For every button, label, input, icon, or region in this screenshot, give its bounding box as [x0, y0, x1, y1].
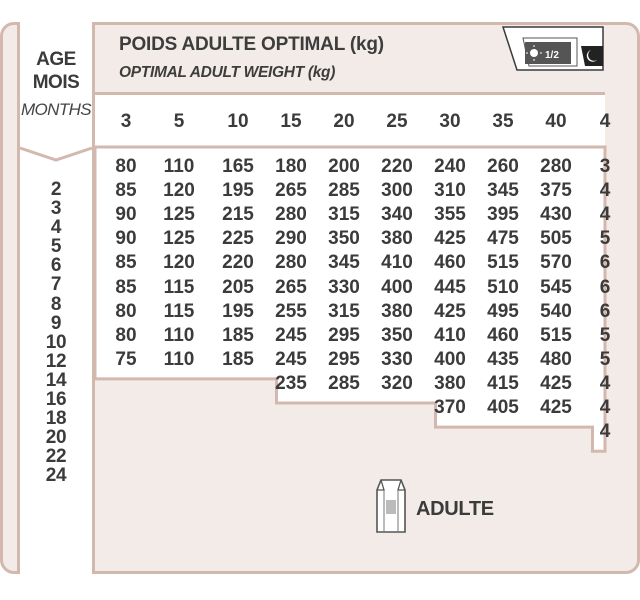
ration-cell: 245: [275, 324, 307, 346]
ration-cell: 540: [540, 300, 572, 322]
ration-cell: 300: [381, 180, 413, 202]
ration-cell: 5: [599, 228, 611, 250]
age-value: 3: [50, 198, 62, 220]
weight-header: 15: [280, 111, 302, 132]
ration-cell: 425: [434, 228, 466, 250]
weight-header: 20: [333, 111, 355, 132]
ration-cell: 165: [222, 156, 254, 177]
ration-cell: 200: [328, 156, 360, 177]
ration-cell: 5: [599, 348, 611, 370]
ration-cell: 3: [599, 156, 611, 177]
ration-cell: 195: [222, 300, 254, 322]
ration-cell: 400: [381, 276, 413, 298]
ration-cell: 290: [275, 228, 307, 250]
age-value: 14: [45, 369, 67, 391]
ration-cell: 405: [487, 397, 519, 418]
ration-cell: 80: [115, 324, 137, 346]
weight-header: 30: [439, 111, 461, 132]
ration-cell: 445: [434, 276, 466, 298]
ration-cell: 570: [540, 252, 572, 274]
ration-cell: 215: [222, 204, 254, 226]
weight-header: 40: [545, 111, 567, 132]
age-value: 7: [50, 274, 62, 296]
months-label: MONTHS: [20, 100, 92, 119]
ration-cell: 4: [599, 180, 611, 202]
weight-header: 4: [599, 111, 611, 132]
ration-cell: 80: [115, 300, 137, 322]
ration-cell: 90: [115, 204, 137, 226]
weight-header: 3: [120, 111, 132, 132]
age-value: 5: [50, 236, 62, 258]
ration-cell: 240: [434, 156, 466, 177]
ration-cell: 315: [328, 300, 360, 322]
ration-cell: 5: [599, 324, 611, 346]
ration-cell: 495: [487, 300, 519, 322]
age-value: 20: [45, 427, 67, 449]
ration-cell: 295: [328, 324, 360, 346]
ration-cell: 85: [115, 276, 137, 298]
ration-cell: 285: [328, 180, 360, 202]
ration-cell: 280: [275, 252, 307, 274]
weight-header: 5: [173, 111, 185, 132]
ration-cell: 185: [222, 324, 254, 346]
ration-cell: 220: [222, 252, 254, 274]
ration-cell: 375: [540, 180, 572, 202]
ration-cell: 330: [328, 276, 360, 298]
title-french: POIDS ADULTE OPTIMAL (kg): [119, 34, 384, 55]
ration-cell: 400: [434, 348, 466, 370]
table-header: [95, 22, 615, 92]
adult-badge: [370, 474, 500, 538]
age-value: 4: [50, 217, 62, 239]
age-value: 22: [45, 446, 67, 468]
ration-cell: 6: [599, 300, 611, 322]
ration-cell: 460: [487, 324, 519, 346]
ration-cell: 480: [540, 348, 572, 370]
ration-cell: 260: [487, 156, 519, 177]
age-header: [20, 22, 92, 144]
ration-cell: 195: [222, 180, 254, 202]
age-value: 24: [45, 465, 67, 487]
badge-text: 1/2: [545, 50, 559, 61]
ration-cell: 125: [163, 228, 195, 250]
ration-cell: 110: [163, 324, 195, 346]
ration-cell: 90: [115, 228, 137, 250]
adult-label: ADULTE: [416, 498, 494, 520]
ration-cell: 410: [434, 324, 466, 346]
ration-cell: 295: [328, 348, 360, 370]
ration-cell: 220: [381, 156, 413, 177]
ration-cell: 340: [381, 204, 413, 226]
ration-cell: 425: [434, 300, 466, 322]
weights-header-row: [95, 92, 611, 150]
ration-cell: 370: [434, 397, 466, 418]
ration-cell: 6: [599, 276, 611, 298]
age-header-divider: [17, 142, 95, 172]
ration-cell: 345: [328, 252, 360, 274]
age-value: 6: [50, 255, 62, 277]
ration-cell: 115: [163, 276, 195, 298]
ration-cell: 350: [381, 324, 413, 346]
ration-cell: 515: [487, 252, 519, 274]
ration-cell: 345: [487, 180, 519, 202]
ration-cell: 225: [222, 228, 254, 250]
ration-cell: 505: [540, 228, 572, 250]
ration-cell: 235: [275, 372, 307, 394]
ration-cell: 255: [275, 300, 307, 322]
ration-cell: 320: [381, 372, 413, 394]
ration-cell: 460: [434, 252, 466, 274]
age-value: 2: [50, 179, 62, 200]
ration-cell: 280: [540, 156, 572, 177]
ration-cell: 410: [381, 252, 413, 274]
ration-cell: 415: [487, 372, 519, 394]
ration-cell: 310: [434, 180, 466, 202]
ration-cell: 265: [275, 276, 307, 298]
ration-cell: 115: [163, 300, 195, 322]
ration-cell: 120: [163, 252, 195, 274]
weight-header: 35: [492, 111, 514, 132]
age-label: AGE: [36, 49, 76, 70]
age-column: [17, 22, 95, 574]
ration-cell: 350: [328, 228, 360, 250]
ration-cell: 380: [434, 372, 466, 394]
ration-cell: 180: [275, 156, 307, 177]
ration-cell: 380: [381, 300, 413, 322]
age-value: 12: [45, 350, 67, 372]
ration-cell: 515: [540, 324, 572, 346]
title-english: OPTIMAL ADULT WEIGHT (kg): [119, 64, 336, 81]
ration-cell: 245: [275, 348, 307, 370]
ration-cell: 6: [599, 252, 611, 274]
ration-cell: 4: [599, 204, 611, 226]
ration-cell: 185: [222, 348, 254, 370]
ration-cell: 285: [328, 372, 360, 394]
ration-cell: 80: [115, 156, 137, 177]
age-value: 16: [45, 389, 67, 411]
ration-cell: 355: [434, 204, 466, 226]
ration-cell: 510: [487, 276, 519, 298]
ration-cell: 85: [115, 180, 137, 202]
data-table: [95, 147, 611, 443]
ration-cell: 265: [275, 180, 307, 202]
ration-cell: 205: [222, 276, 254, 298]
ration-cell: 425: [540, 397, 572, 418]
weight-header: 25: [386, 111, 408, 132]
food-bag-icon: [372, 476, 410, 536]
ration-cell: 430: [540, 204, 572, 226]
age-value: 8: [50, 293, 62, 315]
ration-cell: 380: [381, 228, 413, 250]
ration-cell: 120: [163, 180, 195, 202]
ration-cell: 4: [599, 421, 611, 443]
feeding-badge-icon: [493, 0, 603, 105]
age-list: [20, 180, 92, 486]
ration-cell: 280: [275, 204, 307, 226]
age-value: 18: [45, 408, 67, 430]
ration-cell: 4: [599, 372, 611, 394]
age-value: 9: [50, 312, 62, 334]
ration-cell: 110: [163, 348, 195, 370]
ration-cell: 475: [487, 228, 519, 250]
ration-cell: 315: [328, 204, 360, 226]
ration-cell: 435: [487, 348, 519, 370]
ration-cell: 75: [115, 348, 137, 370]
ration-cell: 545: [540, 276, 572, 298]
mois-label: MOIS: [32, 72, 80, 93]
ration-cell: 110: [163, 156, 195, 177]
weight-header: 10: [227, 111, 249, 132]
ration-cell: 125: [163, 204, 195, 226]
ration-cell: 330: [381, 348, 413, 370]
ration-cell: 4: [599, 397, 611, 418]
ration-cell: 395: [487, 204, 519, 226]
ration-cell: 85: [115, 252, 137, 274]
ration-cell: 425: [540, 372, 572, 394]
age-value: 10: [45, 331, 67, 353]
